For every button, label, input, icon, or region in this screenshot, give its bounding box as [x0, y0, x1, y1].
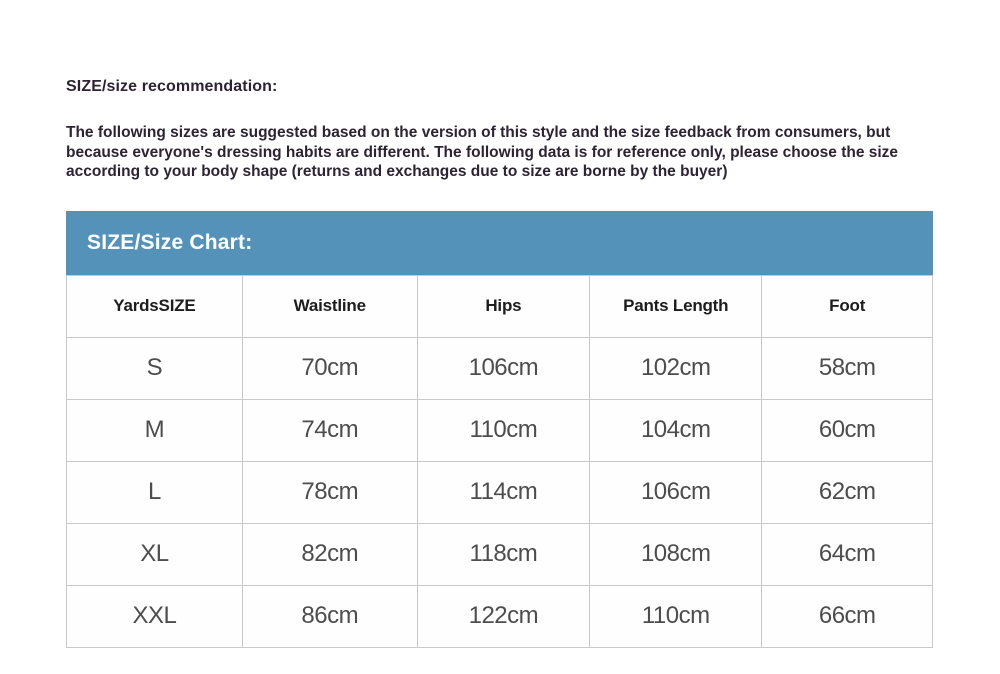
- hips-cell: 106cm: [417, 337, 589, 399]
- size-cell: M: [67, 399, 243, 461]
- size-guide-content: [66, 78, 933, 648]
- size-cell: XXL: [67, 585, 243, 647]
- pants-length-cell: 104cm: [590, 399, 762, 461]
- hips-cell: 118cm: [417, 523, 589, 585]
- table-row-xl: [67, 523, 933, 585]
- size-recommendation-title: SIZE/size recommendation:: [66, 78, 278, 95]
- column-header-size: YardsSIZE: [67, 275, 243, 337]
- table-row-l: [67, 461, 933, 523]
- size-chart-table-head: [67, 275, 933, 337]
- pants-length-cell: 110cm: [590, 585, 762, 647]
- hips-cell: 114cm: [417, 461, 589, 523]
- pants-length-cell: 106cm: [590, 461, 762, 523]
- foot-cell: 62cm: [762, 461, 933, 523]
- header-row: [67, 275, 933, 337]
- hips-cell: 110cm: [417, 399, 589, 461]
- column-header-foot: Foot: [762, 275, 933, 337]
- foot-cell: 64cm: [762, 523, 933, 585]
- column-header-hips: Hips: [417, 275, 589, 337]
- size-chart-header-bar: [66, 211, 933, 275]
- size-chart-table-body: [67, 337, 933, 647]
- size-cell: L: [67, 461, 243, 523]
- size-cell: S: [67, 337, 243, 399]
- table-row-m: [67, 399, 933, 461]
- table-row-s: [67, 337, 933, 399]
- pants-length-cell: 102cm: [590, 337, 762, 399]
- waistline-cell: 70cm: [242, 337, 417, 399]
- hips-cell: 122cm: [417, 585, 589, 647]
- size-chart-table: [66, 275, 933, 648]
- size-recommendation-body: The following sizes are suggested based on the version of this style and the size feedback from consumers, but because everyone's dressing habits are different. The following data is for reference only, please choose the size according to your body shape (returns and exchanges due to size are borne by the buyer): [66, 124, 899, 180]
- size-cell: XL: [67, 523, 243, 585]
- column-header-waistline: Waistline: [242, 275, 417, 337]
- waistline-cell: 74cm: [242, 399, 417, 461]
- foot-cell: 58cm: [762, 337, 933, 399]
- size-chart-title: SIZE/Size Chart:: [87, 230, 253, 254]
- pants-length-cell: 108cm: [590, 523, 762, 585]
- column-header-pants-length: Pants Length: [590, 275, 762, 337]
- table-row-xxl: [67, 585, 933, 647]
- waistline-cell: 82cm: [242, 523, 417, 585]
- foot-cell: 66cm: [762, 585, 933, 647]
- waistline-cell: 78cm: [242, 461, 417, 523]
- foot-cell: 60cm: [762, 399, 933, 461]
- waistline-cell: 86cm: [242, 585, 417, 647]
